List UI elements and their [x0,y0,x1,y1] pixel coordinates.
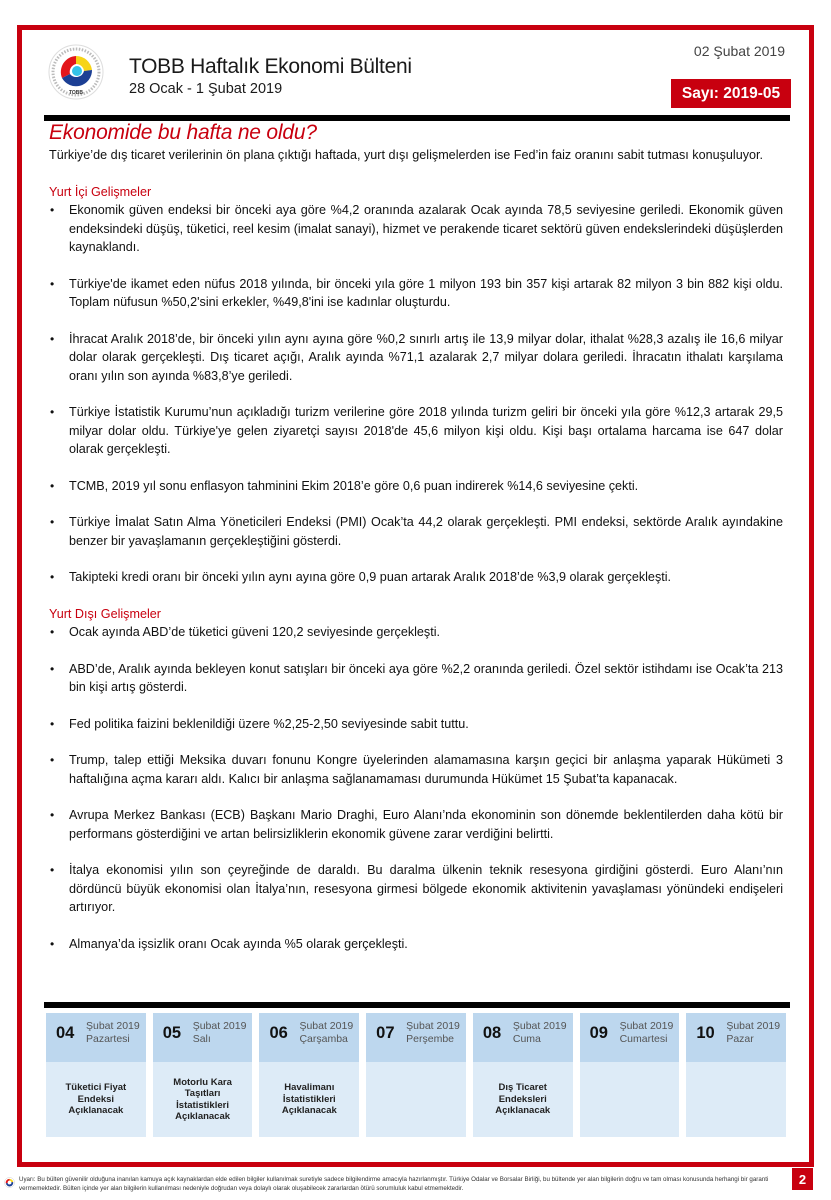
page-heading: Ekonomide bu hafta ne oldu? [49,121,317,144]
list-item: • Ekonomik güven endeksi bir önceki aya göre %4,2 oranında azalarak Ocak ayında 78,5 seviyesine geriledi. Ekonomik güven endeksindeki düşüş, tüketici, reel kesim (imalat sanayi), hizmet ve perakende ticaret sektörü güven endekslerindeki düşüşlerden kaynaklandı. [49,201,783,257]
day-month: Şubat 2019 [512,1020,567,1032]
day-weekday: Salı [192,1032,211,1045]
day-event [580,1062,680,1137]
day-weekday: Pazartesi [86,1032,130,1045]
tobb-small-logo-icon [4,1177,15,1188]
day-meta [299,1020,353,1045]
list-item: • İhracat Aralık 2018’de, bir önceki yılın aynı ayına göre %0,2 sınırlı artış ile 13,9 milyar dolar, ithalat %28,3 azalış ile 16,6 milyar dolar olarak gerçekleşti. Dış ticaret açığı, Aralık ayında %71,1 azalarak 2,7 milyar dolara geriledi. İhracatın ithalatı karşılama oranı yılın son ayında %83,8’ye geriledi. [49,330,783,386]
list-item: • Türkiye İmalat Satın Alma Yöneticileri Endeksi (PMI) Ocak’ta 44,2 olarak gerçekleşti. PMI endeksi, sektörde Aralık ayındakine benzer bir yavaşlamanın gerçekleştiğini gösterdi. [49,513,783,550]
publish-date: 02 Şubat 2019 [693,43,785,59]
calendar-day-header [259,1013,359,1062]
day-number: 10 [696,1024,715,1042]
tobb-logo-icon [48,44,104,100]
day-number: 07 [376,1024,395,1042]
calendar-day [259,1013,359,1137]
bulletin-week-range: 28 Ocak - 1 Şubat 2019 [129,81,283,97]
list-item: • Takipteki kredi oranı bir önceki yılın aynı ayına göre 0,9 puan artarak Aralık 2018’de %3,9 olarak gerçekleşti. [49,568,783,587]
list-item: • TCMB, 2019 yıl sonu enflasyon tahminini Ekim 2018’e göre 0,6 puan indirerek %14,6 seviyesine çekti. [49,477,783,496]
day-meta [726,1020,780,1045]
bulletin-title: TOBB Haftalık Ekonomi Bülteni [129,55,412,78]
list-item: • Türkiye'de ikamet eden nüfus 2018 yılında, bir önceki yıla göre 1 milyon 193 bin 357 kişi artarak 82 milyon 3 bin 882 kişi oldu. Toplam nüfusun %50,2'sini erkekler, %49,8'ini ise kadınlar oluşturdu. [49,275,783,312]
day-number: 04 [56,1024,75,1042]
main-content [49,120,783,953]
foreign-section-title: Yurt Dışı Gelişmeler [49,606,161,621]
day-month: Şubat 2019 [619,1020,674,1032]
day-meta [513,1020,567,1045]
calendar-day-header [153,1013,253,1062]
calendar-day-header [473,1013,573,1062]
calendar-day-header [46,1013,146,1062]
calendar-day-header [580,1013,680,1062]
calendar-day [153,1013,253,1137]
day-meta [86,1020,140,1045]
page-number: 2 [792,1168,813,1190]
calendar-divider [44,1002,790,1008]
day-event: Motorlu Kara Taşıtları İstatistikleri Açıklanacak [153,1062,253,1137]
day-event: Tüketici Fiyat Endeksi Açıklanacak [46,1062,146,1137]
calendar-day [686,1013,786,1137]
list-item: • Ocak ayında ABD’de tüketici güveni 120,2 seviyesinde gerçekleşti. [49,623,783,642]
day-event: Dış Ticaret Endeksleri Açıklanacak [473,1062,573,1137]
day-month: Şubat 2019 [299,1020,354,1032]
calendar-day [46,1013,146,1137]
list-item: • Trump, talep ettiği Meksika duvarı fonunu Kongre üyelerinden alamamasına karşın geçici bir anlaşma yaparak Hükümeti 3 haftalığına açma kararı aldı. Kalıcı bir anlaşma sağlanamaması durumunda Hükümet 15 Şubat’ta kapanacak. [49,751,783,788]
day-meta [620,1020,674,1045]
day-weekday: Çarşamba [299,1032,348,1045]
day-event [686,1062,786,1137]
domestic-section-title: Yurt İçi Gelişmeler [49,184,152,199]
day-month: Şubat 2019 [192,1020,247,1032]
calendar-day-header [686,1013,786,1062]
list-item: • Almanya’da işsizlik oranı Ocak ayında %5 olarak gerçekleşti. [49,935,783,954]
list-item: • ABD’de, Aralık ayında bekleyen konut satışları bir önceki aya göre %2,2 oranında geriledi. Özel sektör istihdamı ise Ocak’ta 213 bin kişi artış gösterdi. [49,660,783,697]
day-month: Şubat 2019 [86,1020,140,1032]
day-number: 05 [162,1024,182,1042]
intro-paragraph: Türkiye’de dış ticaret verilerinin ön plana çıktığı haftada, yurt dışı gelişmelerden ise Fed’in faiz oranını sabit tutması konuşuluyor. [49,148,764,162]
day-event [366,1062,466,1137]
calendar-day [473,1013,573,1137]
calendar-day [366,1013,466,1137]
list-item: • Avrupa Merkez Bankası (ECB) Başkanı Mario Draghi, Euro Alanı’nda ekonominin son dönemde beklentilerden daha kötü bir performans gösterdiğini ve artan belirsizliklerin ekonomik güvene zarar verdiğini belirtti. [49,806,783,843]
issue-badge: Sayı: 2019-05 [671,79,791,108]
day-number: 08 [482,1024,502,1042]
day-weekday: Perşembe [406,1032,455,1045]
calendar-day-header [366,1013,466,1062]
day-weekday: Cumartesi [619,1032,668,1045]
day-number: 09 [589,1024,608,1042]
disclaimer-text: Uyarı: Bu bülten güvenilir olduğuna inanılan kamuya açık kaynaklardan elde edilen bilgiler kullanılmak suretiyle sadece bilgilendirme amacıyla hazırlanmıştır. Türkiye Odalar ve Borsalar Birliği, bu bültende yer alan bilgilerin doğru ve tam olması konusunda herhangi bir garanti vermemektedir. Bülten içinde yer alan bilgilerin kullanılması nedeniyle doğrudan veya dolaylı olarak oluşabilecek zararlardan ötürü sorumluluk kabul etmemektedir. [19,1176,769,1192]
list-item: • İtalya ekonomisi yılın son çeyreğinde de daraldı. Bu daralma ülkenin teknik resesyona girdiğini gösterdi. Euro Alanı’nın dördüncü büyük ekonomisi olan İtalya’nın, resesyona girmesi bölgede ekonomik aktivitenin yavaşlaması yönündeki endişeleri artırıyor. [49,861,783,917]
svg-text:TOBB: TOBB [68,90,84,96]
day-weekday: Cuma [512,1032,541,1045]
day-event: Havalimanı İstatistikleri Açıklanacak [259,1062,359,1137]
list-item: • Fed politika faizini beklenildiği üzere %2,25-2,50 seviyesinde sabit tuttu. [49,715,783,734]
day-number: 06 [269,1024,288,1042]
foreign-news-list [49,623,783,953]
day-meta [193,1020,247,1045]
day-weekday: Pazar [726,1032,754,1045]
weekly-calendar [46,1013,786,1137]
calendar-day [580,1013,680,1137]
list-item: • Türkiye İstatistik Kurumu’nun açıkladığı turizm verilerine göre 2018 yılında turizm geliri bir önceki yıla göre %12,3 artarak 29,5 milyar dolar oldu. Türkiye'ye gelen ziyaretçi sayısı 2018'de 45,6 milyon kişi oldu. Kişi başı ortalama harcama ise 647 dolar olarak gerçekleşti. [49,403,783,459]
domestic-news-list [49,201,783,587]
day-meta [406,1020,460,1045]
day-month: Şubat 2019 [406,1020,460,1032]
day-month: Şubat 2019 [726,1020,781,1032]
